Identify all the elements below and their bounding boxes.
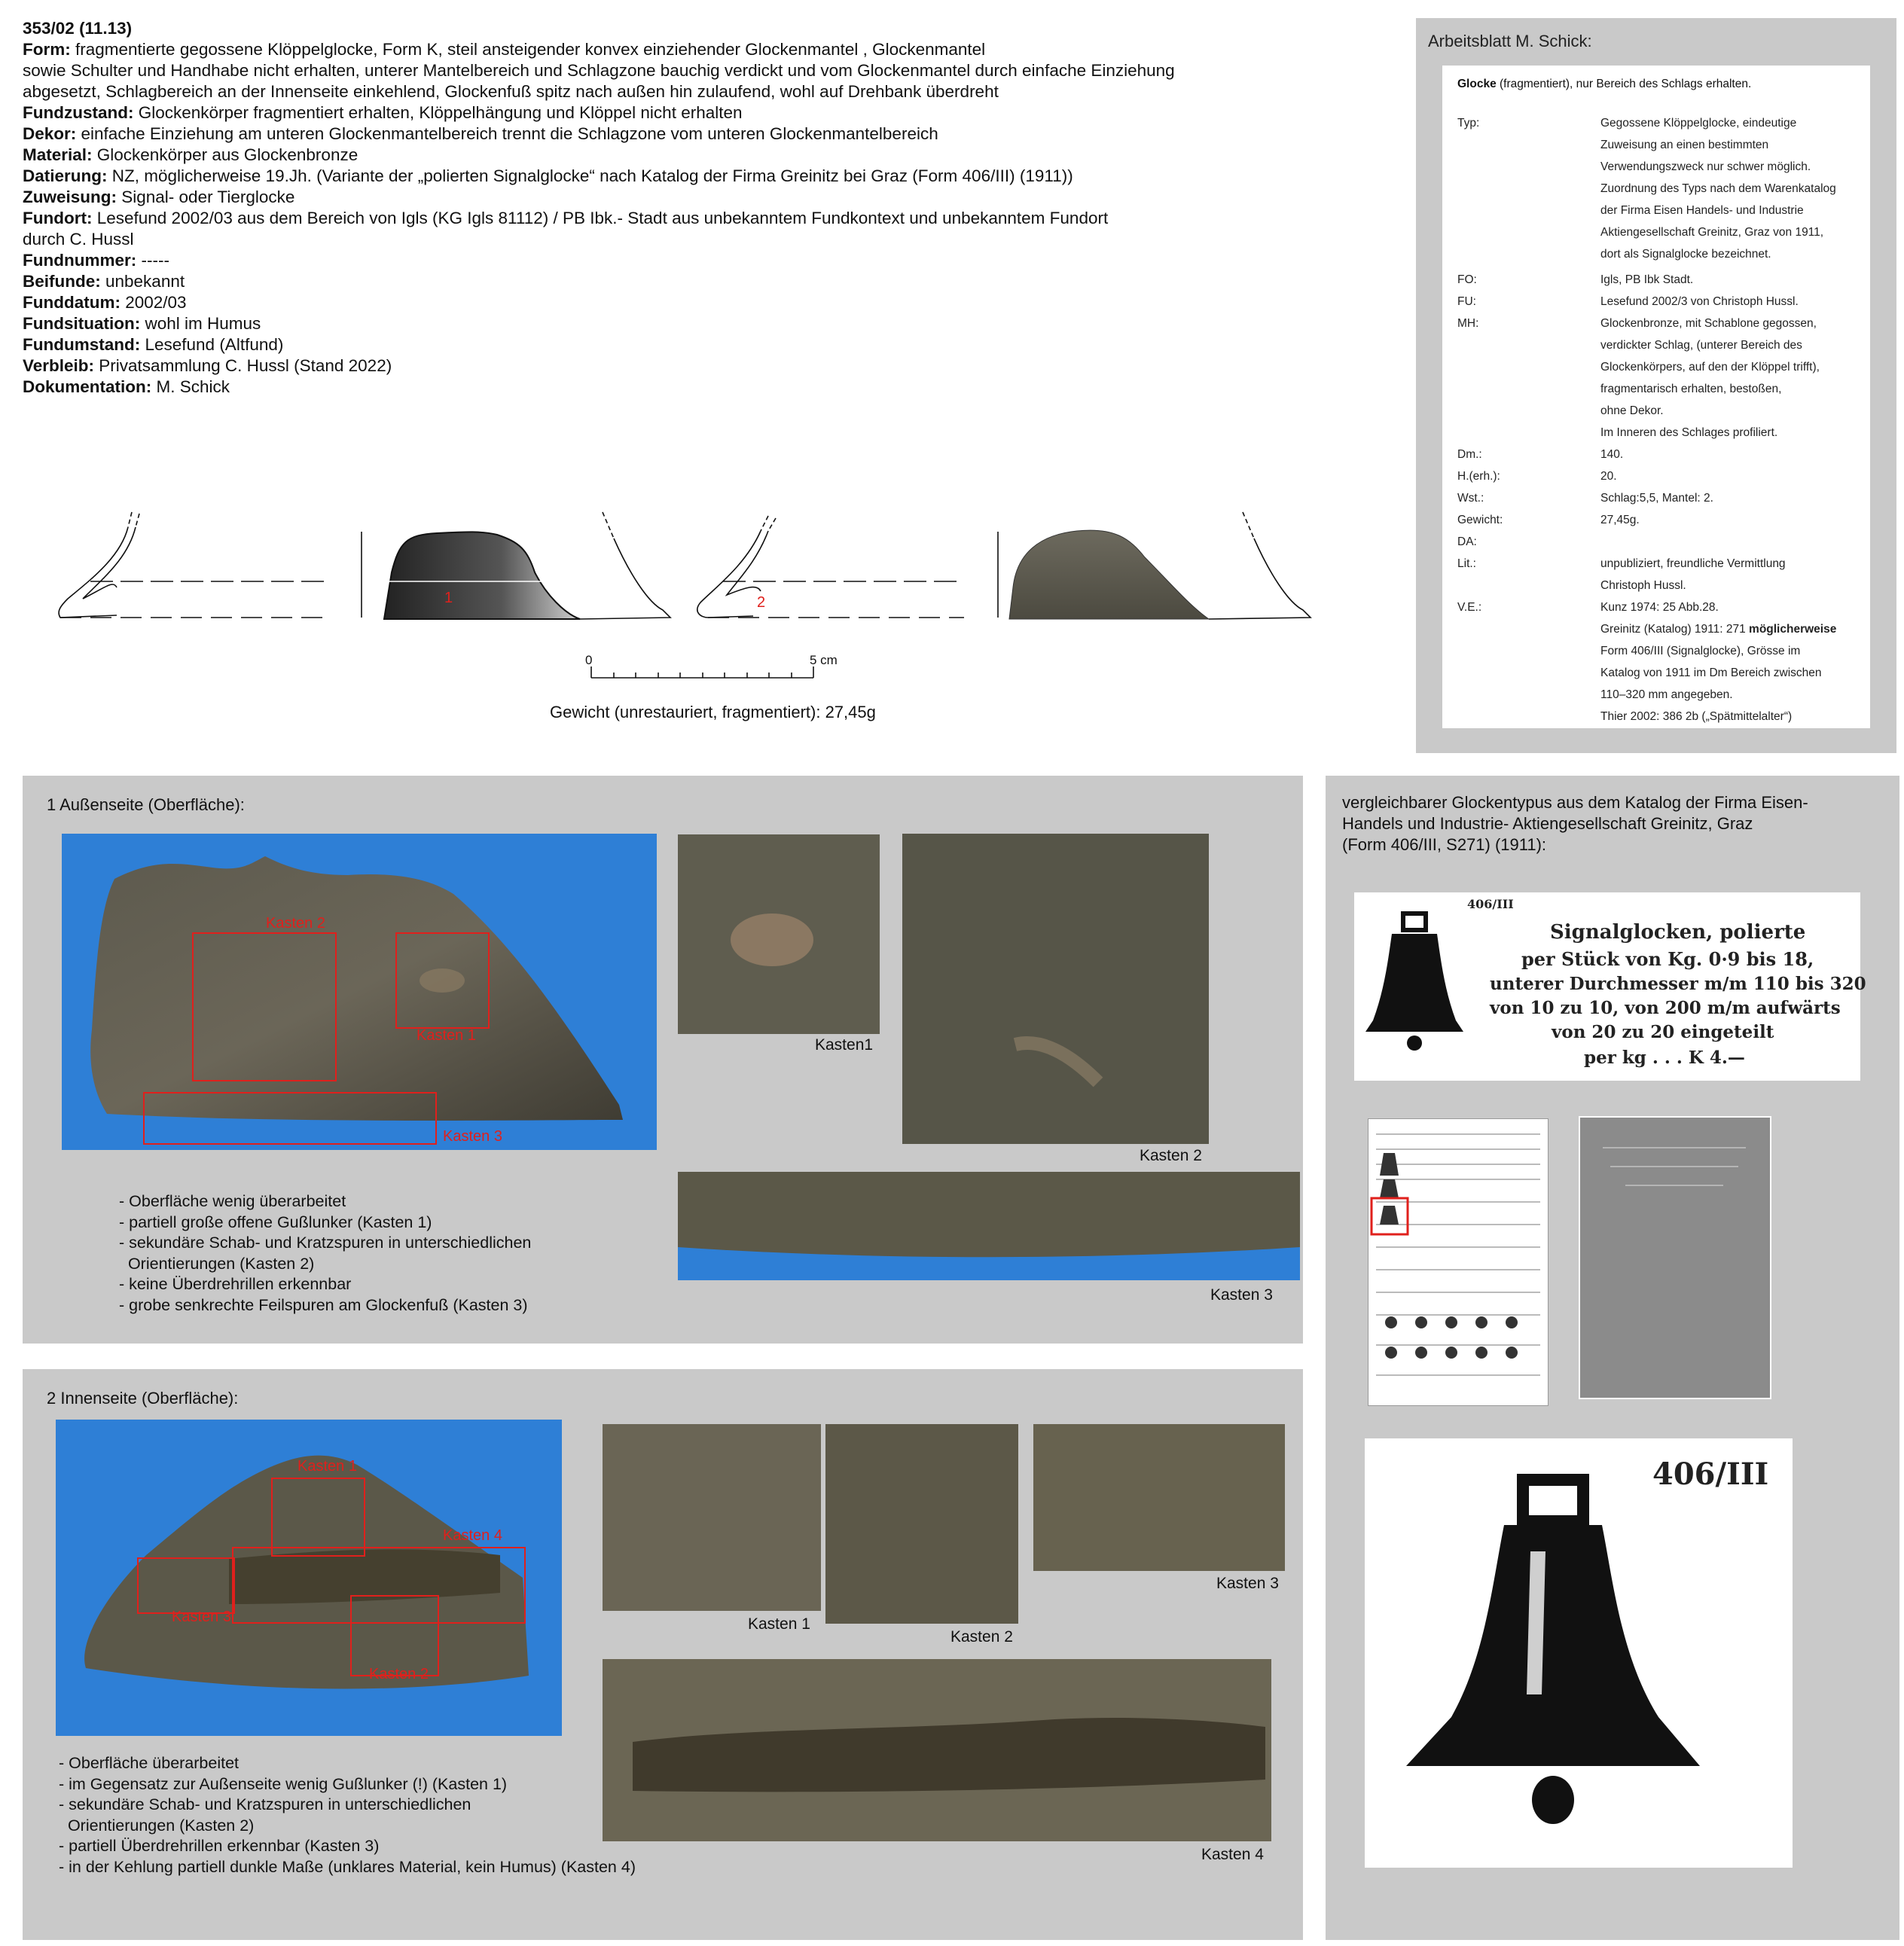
- zuweisung-value: Signal- oder Tierglocke: [117, 188, 295, 206]
- dekor-value: einfache Einziehung am unteren Glockenmantelbereich trennt die Schlagzone vom unteren Glockenmantelbereich: [76, 124, 938, 143]
- worksheet-row-label: MH:: [1457, 317, 1479, 330]
- bell-icon-small: [1362, 907, 1467, 1058]
- funddatum-value: 2002/03: [120, 293, 187, 312]
- worksheet-row-value: ohne Dekor.: [1600, 404, 1664, 417]
- verbleib-label: Verbleib:: [23, 356, 95, 375]
- catalog-line-2: per Stück von Kg. 0·9 bis 18,: [1521, 948, 1814, 970]
- worksheet-row-value: Schlag:5,5, Mantel: 2.: [1600, 492, 1713, 505]
- find-record: [23, 18, 1393, 398]
- inside-box-3-label: Kasten 3: [172, 1609, 231, 1625]
- inside-detail-3: [1033, 1424, 1285, 1571]
- worksheet-row-value: unpubliziert, freundliche Vermittlung: [1600, 557, 1786, 570]
- worksheet-row-label: DA:: [1457, 535, 1477, 548]
- worksheet-row-label: Dm.:: [1457, 448, 1482, 461]
- outside-observations: - Oberfläche wenig überarbeitet - partiell große offene Gußlunker (Kasten 1) - sekundäre Schab- und Kratzspuren in unterschiedlichen Orientierungen (Kasten 2) - keine Überdrehrillen erkennbar - grobe senkrechte Feilspuren am Glockenfuß (Kasten 3): [119, 1192, 532, 1314]
- scale-zero: 0: [585, 653, 593, 667]
- outside-box-1: [395, 932, 490, 1029]
- worksheet-row-value: Glockenkörpers, auf den der Klöppel trifft),: [1600, 361, 1820, 374]
- inside-observations: - Oberfläche überarbeitet - im Gegensatz zur Außenseite wenig Gußlunker (!) (Kasten 1) - sekundäre Schab- und Kratzspuren in unterschiedlichen Orientierungen (Kasten 2) - partiell Überdrehrillen erkennbar (Kasten 3) - in der Kehlung partiell dunkle Maße (unklares Material, kein Humus) (Kasten 4): [59, 1754, 636, 1876]
- worksheet-sheet: [1442, 66, 1870, 728]
- worksheet-panel: [1416, 18, 1896, 753]
- profile-right-2: [1209, 512, 1311, 619]
- worksheet-row-value: Verwendungszweck nur schwer möglich.: [1600, 160, 1811, 173]
- worksheet-row-label: V.E.:: [1457, 601, 1482, 614]
- worksheet-row-value: Aktiengesellschaft Greinitz, Graz von 1911,: [1600, 226, 1824, 239]
- form-text-3: abgesetzt, Schlagbereich an der Innenseite einkehlend, Glockenfuß spitz nach außen hin zulaufend, wohl auf Drehbank überdreht: [23, 82, 999, 101]
- worksheet-ve-line: Katalog von 1911 im Dm Bereich zwischen: [1600, 666, 1822, 679]
- inside-caption-3: Kasten 3: [1216, 1575, 1279, 1592]
- worksheet-row-label: FU:: [1457, 295, 1476, 308]
- worksheet-row-value: Glockenbronze, mit Schablone gegossen,: [1600, 317, 1817, 330]
- profile-section-2: [697, 516, 998, 618]
- verbleib-value: Privatsammlung C. Hussl (Stand 2022): [94, 356, 392, 375]
- datierung-label: Datierung:: [23, 166, 108, 185]
- worksheet-row-label: Gewicht:: [1457, 514, 1503, 526]
- worksheet-ve-line: Greinitz (Katalog) 1911: 271 möglicherweise: [1600, 623, 1837, 636]
- form-text: fragmentierte gegossene Klöppelglocke, Form K, steil ansteigender konvex einziehender Glockenmantel , Glockenmantel: [70, 40, 986, 59]
- catalog-line-6: per kg . . . K 4.—: [1584, 1048, 1745, 1068]
- catalog-line-4: von 10 zu 10, von 200 m/m aufwärts: [1490, 998, 1841, 1018]
- worksheet-row-value: dort als Signalglocke bezeichnet.: [1600, 248, 1771, 261]
- worksheet-row-value: Im Inneren des Schlages profiliert.: [1600, 426, 1778, 439]
- outside-panel: [23, 776, 1303, 1344]
- form-label: Form:: [23, 40, 71, 59]
- worksheet-row-value: 27,45g.: [1600, 514, 1640, 526]
- outside-caption-3: Kasten 3: [1210, 1286, 1273, 1304]
- outside-caption-2: Kasten 2: [1140, 1147, 1202, 1164]
- worksheet-row-value: der Firma Eisen Handels- und Industrie: [1600, 204, 1804, 217]
- fundort-value-2: durch C. Hussl: [23, 230, 134, 249]
- catalog-page-thumbnail: [1368, 1118, 1549, 1406]
- material-label: Material:: [23, 145, 93, 164]
- fundumstand-value: Lesefund (Altfund): [140, 335, 284, 354]
- material-value: Glockenkörper aus Glockenbronze: [92, 145, 359, 164]
- worksheet-row-value: Christoph Hussl.: [1600, 579, 1686, 592]
- fundsituation-label: Fundsituation:: [23, 314, 141, 333]
- worksheet-ve-line: Form 406/III (Signalglocke), Grösse im: [1600, 645, 1801, 657]
- inside-box-1-label: Kasten 1: [298, 1458, 357, 1475]
- scale-five: 5 cm: [810, 653, 838, 667]
- outside-detail-3: [678, 1172, 1300, 1280]
- catalog-panel: [1326, 776, 1899, 1940]
- dekor-label: Dekor:: [23, 124, 77, 143]
- worksheet-row-value: Igls, PB Ibk Stadt.: [1600, 273, 1694, 286]
- inside-detail-4: [603, 1659, 1271, 1841]
- zuweisung-label: Zuweisung:: [23, 188, 117, 206]
- inside-panel: [23, 1369, 1303, 1940]
- catalog-bell-number: 406/III: [1652, 1456, 1769, 1492]
- catalog-bell-enlarged: [1365, 1438, 1793, 1868]
- worksheet-row-label: Lit.:: [1457, 557, 1476, 570]
- worksheet-row-value: verdickter Schlag, (unterer Bereich des: [1600, 339, 1802, 352]
- find-id: 353/02 (11.13): [23, 19, 133, 38]
- dokumentation-value: M. Schick: [151, 377, 230, 396]
- worksheet-row-value: Gegossene Klöppelglocke, eindeutige: [1600, 117, 1797, 130]
- inside-caption-1: Kasten 1: [748, 1615, 810, 1633]
- catalog-title-line-1: vergleichbarer Glockentypus aus dem Katalog der Firma Eisen-: [1342, 793, 1808, 812]
- scale-bar: [591, 666, 813, 678]
- worksheet-ve-line: Thier 2002: 386 2b („Spätmittelalter“): [1600, 710, 1793, 723]
- fundort-label: Fundort:: [23, 209, 93, 227]
- funddatum-label: Funddatum:: [23, 293, 121, 312]
- fragment-section-dark: [384, 532, 580, 619]
- outside-detail-2: [902, 834, 1209, 1144]
- fundumstand-label: Fundumstand:: [23, 335, 141, 354]
- catalog-line-3: unterer Durchmesser m/m 110 bis 320: [1490, 974, 1866, 994]
- catalog-entry: [1354, 892, 1866, 1081]
- outside-box-2-label: Kasten 2: [266, 915, 325, 932]
- catalog-title-line-3: (Form 406/III, S271) (1911):: [1342, 835, 1547, 854]
- fundzustand-value: Glockenkörper fragmentiert erhalten, Klöppelhängung und Klöppel nicht erhalten: [133, 103, 743, 122]
- worksheet-row-value: Lesefund 2002/3 von Christoph Hussl.: [1600, 295, 1799, 308]
- outside-box-3-label: Kasten 3: [443, 1128, 502, 1145]
- worksheet-row-label: FO:: [1457, 273, 1477, 286]
- catalog-line-5: von 20 zu 20 eingeteilt: [1552, 1022, 1774, 1042]
- outside-box-1-label: Kasten 1: [416, 1027, 476, 1044]
- worksheet-row-value: fragmentarisch erhalten, bestoßen,: [1600, 383, 1782, 395]
- inside-box-2-label: Kasten 2: [369, 1666, 429, 1682]
- inside-box-2: [350, 1595, 439, 1676]
- worksheet-row-value: Zuordnung des Typs nach dem Warenkatalog: [1600, 182, 1836, 195]
- bell-icon-large: [1395, 1469, 1726, 1845]
- worksheet-row-value: Zuweisung an einen bestimmten: [1600, 139, 1769, 151]
- inside-detail-2: [825, 1424, 1018, 1624]
- outside-caption-1: Kasten1: [815, 1036, 874, 1054]
- technical-drawing: [45, 497, 1326, 738]
- profile-label-1: 1: [444, 590, 453, 606]
- weight-caption: Gewicht (unrestauriert, fragmentiert): 27,45g: [550, 703, 876, 721]
- fundnummer-value: -----: [136, 251, 169, 270]
- catalog-title: [1342, 792, 1808, 856]
- beifunde-label: Beifunde:: [23, 272, 101, 291]
- worksheet-title: Arbeitsblatt M. Schick:: [1428, 32, 1592, 50]
- worksheet-row-label: Typ:: [1457, 117, 1480, 130]
- profile-section-1: [59, 512, 362, 618]
- fundnummer-label: Fundnummer:: [23, 251, 137, 270]
- outside-box-2: [192, 932, 337, 1081]
- worksheet-ve-line: 110–320 mm angegeben.: [1600, 688, 1733, 701]
- catalog-line-1: Signalglocken, polierte: [1550, 921, 1806, 944]
- inside-title: 2 Innenseite (Oberfläche):: [47, 1389, 239, 1408]
- worksheet-row-value: 140.: [1600, 448, 1624, 461]
- profile-right-1: [580, 512, 670, 619]
- fundzustand-label: Fundzustand:: [23, 103, 134, 122]
- inside-box-3: [137, 1557, 235, 1614]
- inside-caption-2: Kasten 2: [950, 1628, 1013, 1646]
- catalog-title-line-2: Handels und Industrie- Aktiengesellschaft Greinitz, Graz: [1342, 814, 1753, 833]
- worksheet-row-value: 20.: [1600, 470, 1617, 483]
- inside-box-1: [271, 1478, 365, 1557]
- worksheet-row-label: Wst.:: [1457, 492, 1484, 505]
- dokumentation-label: Dokumentation:: [23, 377, 152, 396]
- outside-title: 1 Außenseite (Oberfläche):: [47, 795, 245, 814]
- worksheet-heading: Glocke (fragmentiert), nur Bereich des Schlags erhalten.: [1457, 78, 1752, 90]
- fragment-photo-profile: [1009, 530, 1209, 619]
- worksheet-row-label: H.(erh.):: [1457, 470, 1500, 483]
- form-text-2: sowie Schulter und Handhabe nicht erhalten, unterer Mantelbereich und Schlagzone bauchig verdickt und vom Glockenmantel durch einfache Einziehung: [23, 61, 1175, 80]
- datierung-value: NZ, möglicherweise 19.Jh. (Variante der „polierten Signalglocke“ nach Katalog der Firma Greinitz bei Graz (Form 406/III) (1911)): [107, 166, 1073, 185]
- beifunde-value: unbekannt: [100, 272, 185, 291]
- outside-box-3: [143, 1092, 437, 1145]
- inside-caption-4: Kasten 4: [1201, 1846, 1264, 1863]
- inside-box-4-label: Kasten 4: [443, 1527, 502, 1544]
- catalog-cover-thumbnail: [1579, 1116, 1771, 1399]
- inside-detail-1: [603, 1424, 821, 1611]
- catalog-number: 406/III: [1467, 897, 1514, 911]
- worksheet-row-value: Kunz 1974: 25 Abb.28.: [1600, 601, 1719, 614]
- fundort-value: Lesefund 2002/03 aus dem Bereich von Igls (KG Igls 81112) / PB Ibk.- Stadt aus unbekanntem Fundkontext und unbekanntem Fundort: [92, 209, 1109, 227]
- profile-label-2: 2: [757, 594, 766, 611]
- fundsituation-value: wohl im Humus: [140, 314, 261, 333]
- outside-detail-1: [678, 834, 880, 1034]
